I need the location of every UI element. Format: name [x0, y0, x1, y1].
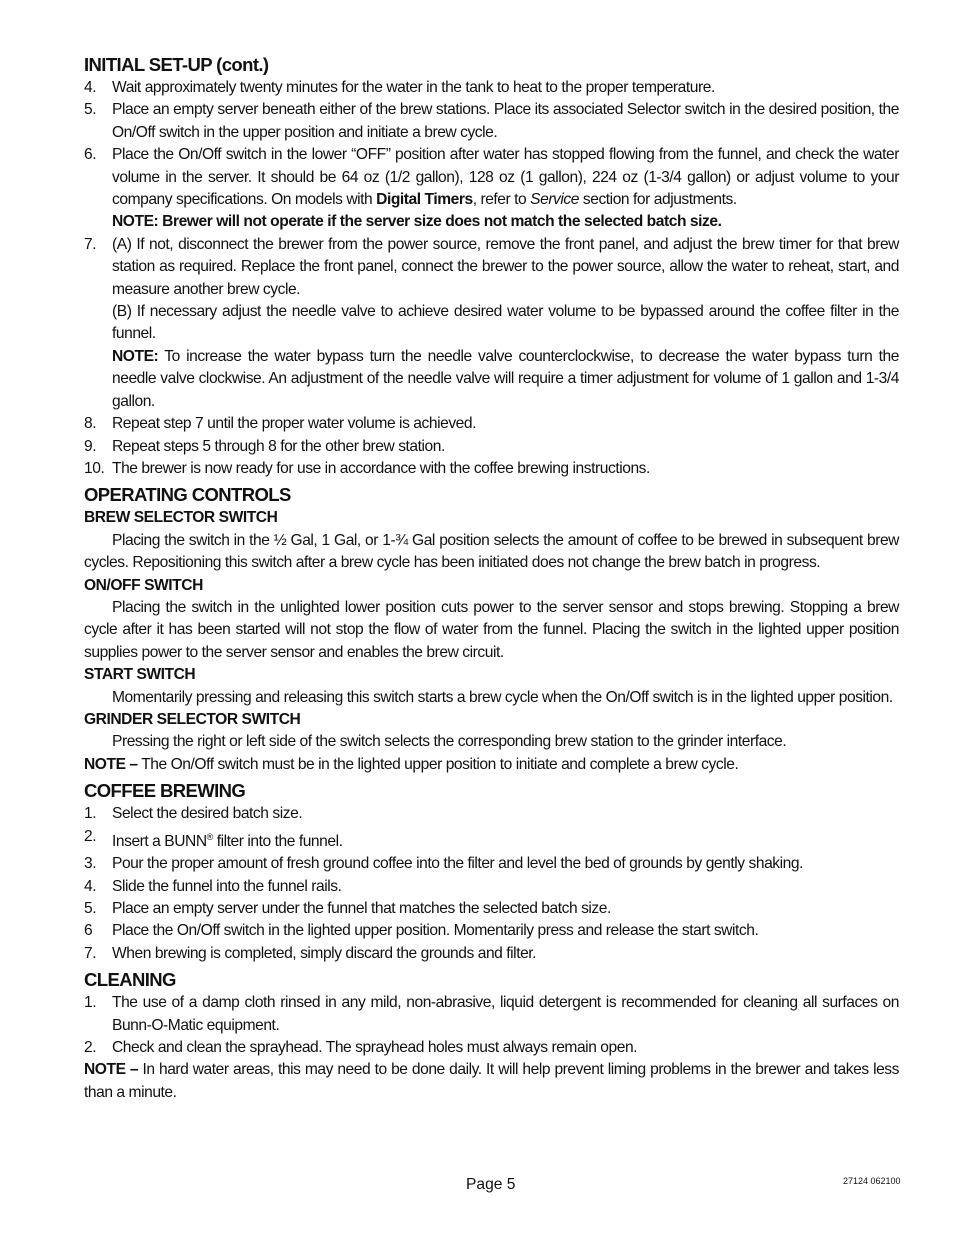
service-term: Service	[530, 191, 579, 209]
step-7b: (B) If necessary adjust the needle valve to achieve desired water volume to be bypassed around the coffee filter in the funnel.	[112, 303, 899, 343]
list-item: 1. The use of a damp cloth rinsed in any mild, non-abrasive, liquid detergent is recommended for cleaning all surfaces on Bunn-O-Matic equipment.	[84, 994, 899, 1034]
note-needle-valve: NOTE: To increase the water bypass turn the needle valve counterclockwise, to decrease the water bypass turn the needle valve clockwise. An adjustment of the needle valve will require a timer adjustment for volume of 1 gallon and 1-3/4 gallon.	[112, 347, 899, 410]
subheading-brew-selector: BREW SELECTOR SWITCH	[84, 509, 278, 527]
list-item: 4. Wait approximately twenty minutes for the water in the tank to heat to the proper temperature.	[84, 79, 715, 96]
section-heading-operating-controls: OPERATING CONTROLS	[84, 484, 291, 506]
paragraph-grinder: Pressing the right or left side of the switch selects the corresponding brew station to the grinder interface.	[112, 733, 787, 751]
list-item: 10. The brewer is now ready for use in accordance with the coffee brewing instructions.	[84, 459, 650, 477]
document-code: 27124 062100	[843, 1176, 901, 1186]
section-heading-cleaning: CLEANING	[84, 969, 176, 991]
step-7a: (A) If not, disconnect the brewer from the power source, remove the front panel, and adjust the brew timer for that brew station as required. Replace the front panel, connect the brewer to the power source, allow the water to reheat, start, and measure another brew cycle.	[112, 235, 899, 298]
list-item: 9. Repeat steps 5 through 8 for the other brew station.	[84, 437, 445, 455]
document-page	[84, 52, 899, 1104]
note-onoff: NOTE – The On/Off switch must be in the lighted upper position to initiate and complete a brew cycle.	[84, 755, 739, 773]
subheading-grinder: GRINDER SELECTOR SWITCH	[84, 710, 301, 728]
list-item: 4. Slide the funnel into the funnel rails.	[84, 877, 342, 895]
registered-mark: ®	[206, 831, 213, 842]
section-heading-coffee-brewing: COFFEE BREWING	[84, 780, 246, 802]
paragraph-start: Momentarily pressing and releasing this switch starts a brew cycle when the On/Off switch is in the lighted upper position.	[112, 688, 893, 706]
list-item: 6. Place the On/Off switch in the lower “OFF” position after water has stopped flowing from the funnel, and check the water volume in the server. It should be 64 oz (1/2 gallon), 128 oz (1 gallon), 224 oz (1-3/4 gallon) or adjust volume to your company specifications. On models with Digital Timers, refer to Service section for adjustments.	[84, 146, 899, 209]
list-item: 7. (A) If not, disconnect the brewer from the power source, remove the front panel, and adjust the brew timer for that brew station as required. Replace the front panel, connect the brewer to the power source, allow the water to reheat, start, and measure another brew cycle. (B) If necessary adjust the needle valve to achieve desired water volume to be bypassed around the coffee filter in the funnel. NOTE: To increase the water bypass turn the needle valve counterclockwise, to decrease the water bypass turn the needle valve clockwise. An adjustment of the needle valve will require a timer adjustment for volume of 1 gallon and 1-3/4 gallon.	[84, 234, 899, 413]
list-item: 3. Pour the proper amount of fresh ground coffee into the filter and level the bed of grounds by gently shaking.	[84, 855, 803, 873]
section-heading-initial-setup: INITIAL SET-UP (cont.)	[84, 54, 269, 75]
paragraph-brew-selector: Placing the switch in the ½ Gal, 1 Gal, or 1-¾ Gal position selects the amount of coffee to be brewed in subsequent brew cycles. Repositioning this switch after a brew cycle has been initiated does not change the brew batch in progress.	[84, 531, 899, 572]
list-item: 6 Place the On/Off switch in the lighted upper position. Momentarily press and release the start switch.	[84, 922, 759, 940]
note-hard-water: NOTE – In hard water areas, this may need to be done daily. It will help prevent liming problems in the brewer and takes less than a minute.	[84, 1061, 899, 1101]
list-item: 7. When brewing is completed, simply discard the grounds and filter.	[84, 944, 537, 962]
note-batch-size: NOTE: Brewer will not operate if the server size does not match the selected batch size.	[112, 213, 722, 231]
list-item: 5. Place an empty server under the funnel that matches the selected batch size.	[84, 900, 611, 917]
list-item: 5. Place an empty server beneath either of the brew stations. Place its associated Selector switch in the desired position, the On/Off switch in the upper position and initiate a brew cycle.	[84, 101, 899, 141]
digital-timers-term: Digital Timers	[376, 191, 473, 209]
list-item: 8. Repeat step 7 until the proper water volume is achieved.	[84, 415, 476, 433]
page-number: Page 5	[466, 1176, 516, 1193]
list-item: 2. Check and clean the sprayhead. The sprayhead holes must always remain open.	[84, 1039, 638, 1057]
list-item: 2. Insert a BUNN® filter into the funnel.	[84, 827, 343, 850]
subheading-start: START SWITCH	[84, 666, 196, 684]
subheading-onoff: ON/OFF SWITCH	[84, 576, 203, 594]
list-item: 1. Select the desired batch size.	[84, 805, 303, 823]
paragraph-onoff: Placing the switch in the unlighted lower position cuts power to the server sensor and stops brewing. Stopping a brew cycle after it has been started will not stop the flow of water from the funnel. Placing the switch in the lighted upper position supplies power to the server sensor and enables the brew circuit.	[84, 598, 899, 661]
